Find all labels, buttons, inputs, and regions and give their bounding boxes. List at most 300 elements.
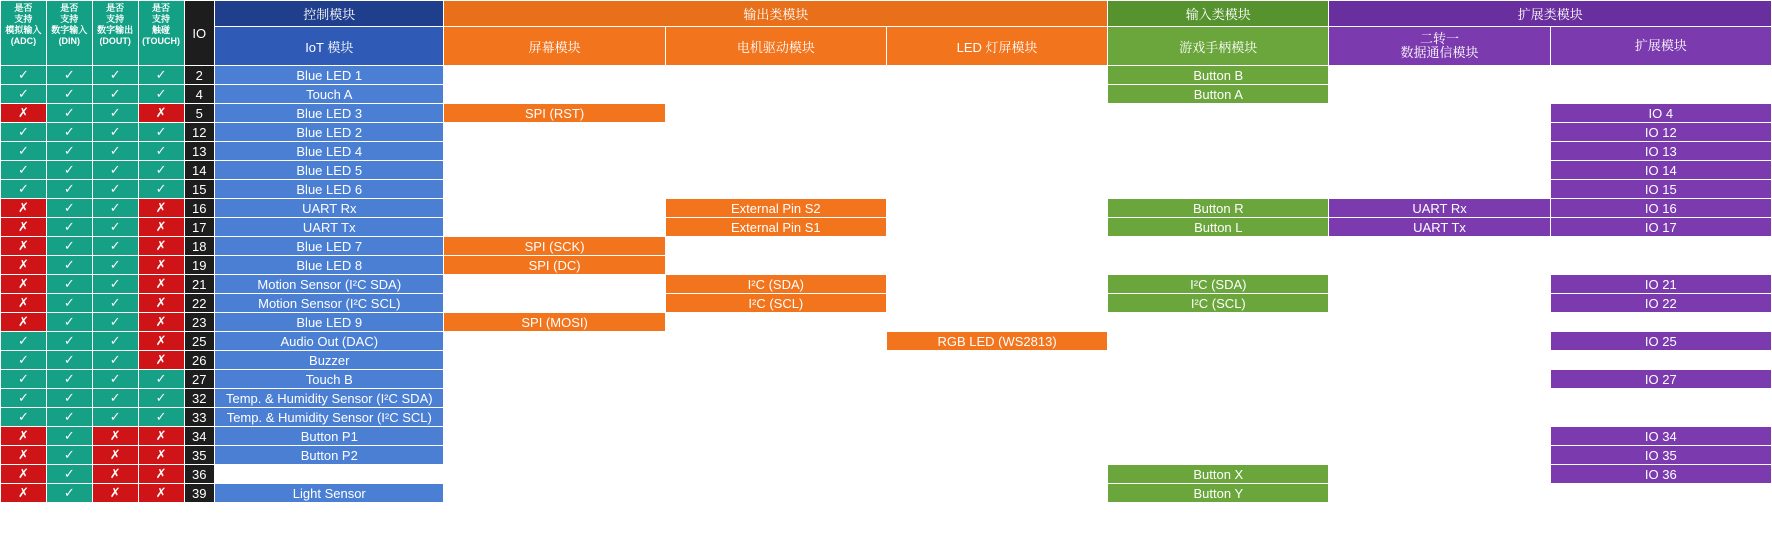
motor-module-function	[665, 446, 886, 465]
iot-module-function: Audio Out (DAC)	[215, 332, 444, 351]
capability-din: ✓	[46, 389, 92, 408]
gamepad-module-function: Button Y	[1108, 484, 1329, 503]
capability-adc: ✗	[1, 427, 47, 446]
capability-dout: ✓	[92, 389, 138, 408]
screen-module-function	[444, 199, 665, 218]
capability-din: ✓	[46, 408, 92, 427]
capability-dout: ✓	[92, 351, 138, 370]
led-matrix-module-function	[886, 104, 1107, 123]
capability-adc: ✓	[1, 389, 47, 408]
capability-adc: ✗	[1, 465, 47, 484]
capability-touch: ✗	[138, 351, 184, 370]
led-matrix-module-function	[886, 161, 1107, 180]
led-matrix-module-function	[886, 142, 1107, 161]
screen-module-function	[444, 85, 665, 104]
gamepad-module-function	[1108, 427, 1329, 446]
capability-dout: ✓	[92, 313, 138, 332]
comm-module-function: UART Rx	[1329, 199, 1550, 218]
led-matrix-module-function	[886, 446, 1107, 465]
led-matrix-module-function	[886, 427, 1107, 446]
gamepad-module-function: Button X	[1108, 465, 1329, 484]
table-row	[1, 85, 1772, 104]
screen-module-function	[444, 351, 665, 370]
capability-touch: ✗	[138, 427, 184, 446]
motor-module-function	[665, 313, 886, 332]
capability-touch: ✗	[138, 275, 184, 294]
io-header: IO	[184, 1, 215, 66]
io-number: 25	[184, 332, 215, 351]
expansion-module-function	[1550, 484, 1771, 503]
expansion-module-function: IO 12	[1550, 123, 1771, 142]
gamepad-module-function: I²C (SCL)	[1108, 294, 1329, 313]
table-row	[1, 351, 1772, 370]
iot-module-function: Blue LED 6	[215, 180, 444, 199]
screen-module-function	[444, 408, 665, 427]
capability-adc: ✗	[1, 218, 47, 237]
table-row	[1, 313, 1772, 332]
capability-dout: ✓	[92, 218, 138, 237]
iot-module-function: Light Sensor	[215, 484, 444, 503]
capability-dout: ✗	[92, 427, 138, 446]
capability-dout: ✓	[92, 180, 138, 199]
expansion-module-function: IO 25	[1550, 332, 1771, 351]
motor-module-function	[665, 484, 886, 503]
subheader-screen-module: 屏幕模块	[444, 27, 665, 66]
capability-adc: ✓	[1, 370, 47, 389]
motor-module-function	[665, 161, 886, 180]
capability-adc: ✗	[1, 313, 47, 332]
gamepad-module-function	[1108, 256, 1329, 275]
gamepad-module-function: Button R	[1108, 199, 1329, 218]
capability-din: ✓	[46, 218, 92, 237]
motor-module-function	[665, 66, 886, 85]
subheader-led-matrix-module: LED 灯屏模块	[886, 27, 1107, 66]
capability-dout: ✓	[92, 256, 138, 275]
motor-module-function: External Pin S2	[665, 199, 886, 218]
subheader-motor-module: 电机驱动模块	[665, 27, 886, 66]
capability-din: ✓	[46, 275, 92, 294]
expansion-module-function: IO 4	[1550, 104, 1771, 123]
led-matrix-module-function	[886, 370, 1107, 389]
io-number: 35	[184, 446, 215, 465]
expansion-module-function	[1550, 237, 1771, 256]
comm-module-function	[1329, 332, 1550, 351]
capability-din: ✓	[46, 446, 92, 465]
screen-module-function	[444, 180, 665, 199]
capability-touch: ✗	[138, 313, 184, 332]
comm-line-1: 二转一	[1420, 31, 1460, 47]
iot-module-function: Blue LED 8	[215, 256, 444, 275]
capability-adc: ✗	[1, 294, 47, 313]
iot-module-function: UART Rx	[215, 199, 444, 218]
capability-din: ✓	[46, 256, 92, 275]
capability-dout: ✓	[92, 332, 138, 351]
capability-touch: ✓	[138, 408, 184, 427]
expansion-module-function	[1550, 66, 1771, 85]
iot-module-function: Blue LED 7	[215, 237, 444, 256]
capability-din: ✓	[46, 142, 92, 161]
capability-dout: ✓	[92, 199, 138, 218]
io-number: 2	[184, 66, 215, 85]
group-header-input: 输入类模块	[1108, 1, 1329, 27]
comm-module-function	[1329, 465, 1550, 484]
table-row	[1, 389, 1772, 408]
capability-din: ✓	[46, 66, 92, 85]
capability-din: ✓	[46, 351, 92, 370]
capability-touch: ✓	[138, 180, 184, 199]
io-number: 33	[184, 408, 215, 427]
table-row	[1, 66, 1772, 85]
comm-module-function	[1329, 446, 1550, 465]
led-matrix-module-function	[886, 465, 1107, 484]
capability-din: ✓	[46, 484, 92, 503]
iot-module-function: Temp. & Humidity Sensor (I²C SDA)	[215, 389, 444, 408]
comm-module-function: UART Tx	[1329, 218, 1550, 237]
motor-module-function	[665, 389, 886, 408]
iot-module-function: Buzzer	[215, 351, 444, 370]
capability-header-din: 是否 支持 数字输入 (DIN)	[46, 1, 92, 66]
io-number: 21	[184, 275, 215, 294]
io-number: 22	[184, 294, 215, 313]
comm-module-function	[1329, 123, 1550, 142]
expansion-module-function: IO 27	[1550, 370, 1771, 389]
iot-module-function: Touch B	[215, 370, 444, 389]
led-matrix-module-function	[886, 351, 1107, 370]
table-row	[1, 218, 1772, 237]
io-number: 26	[184, 351, 215, 370]
capability-din: ✓	[46, 123, 92, 142]
gamepad-module-function	[1108, 408, 1329, 427]
io-number: 19	[184, 256, 215, 275]
group-header-row	[1, 1, 1772, 27]
motor-module-function	[665, 142, 886, 161]
capability-adc: ✗	[1, 484, 47, 503]
io-number: 36	[184, 465, 215, 484]
expansion-module-function: IO 22	[1550, 294, 1771, 313]
table-row	[1, 104, 1772, 123]
motor-module-function	[665, 256, 886, 275]
comm-module-function	[1329, 85, 1550, 104]
expansion-module-function	[1550, 389, 1771, 408]
motor-module-function	[665, 408, 886, 427]
capability-adc: ✓	[1, 351, 47, 370]
screen-module-function: SPI (DC)	[444, 256, 665, 275]
led-matrix-module-function	[886, 408, 1107, 427]
motor-module-function	[665, 465, 886, 484]
led-matrix-module-function	[886, 85, 1107, 104]
comm-module-function	[1329, 351, 1550, 370]
iot-module-function: Touch A	[215, 85, 444, 104]
capability-din: ✓	[46, 332, 92, 351]
expansion-module-function	[1550, 85, 1771, 104]
table-row	[1, 142, 1772, 161]
table-row	[1, 237, 1772, 256]
screen-module-function	[444, 465, 665, 484]
comm-module-function	[1329, 370, 1550, 389]
capability-din: ✓	[46, 465, 92, 484]
screen-module-function	[444, 123, 665, 142]
capability-dout: ✓	[92, 85, 138, 104]
table-row	[1, 465, 1772, 484]
io-number: 16	[184, 199, 215, 218]
capability-din: ✓	[46, 427, 92, 446]
gamepad-module-function	[1108, 161, 1329, 180]
comm-module-function	[1329, 427, 1550, 446]
capability-header-touch: 是否 支持 触碰 (TOUCH)	[138, 1, 184, 66]
capability-touch: ✗	[138, 294, 184, 313]
expansion-module-function	[1550, 256, 1771, 275]
capability-header-dout: 是否 支持 数字输出 (DOUT)	[92, 1, 138, 66]
capability-dout: ✓	[92, 161, 138, 180]
capability-dout: ✓	[92, 66, 138, 85]
iot-module-function	[215, 465, 444, 484]
motor-module-function	[665, 180, 886, 199]
table-row	[1, 427, 1772, 446]
motor-module-function	[665, 123, 886, 142]
gamepad-module-function	[1108, 180, 1329, 199]
table-row	[1, 446, 1772, 465]
capability-adc: ✓	[1, 332, 47, 351]
comm-module-function	[1329, 180, 1550, 199]
comm-module-function	[1329, 256, 1550, 275]
capability-adc: ✓	[1, 408, 47, 427]
io-number: 14	[184, 161, 215, 180]
capability-din: ✓	[46, 370, 92, 389]
led-matrix-module-function	[886, 256, 1107, 275]
comm-module-function	[1329, 161, 1550, 180]
screen-module-function	[444, 446, 665, 465]
expansion-module-function: IO 21	[1550, 275, 1771, 294]
expansion-module-function: IO 35	[1550, 446, 1771, 465]
screen-module-function: SPI (MOSI)	[444, 313, 665, 332]
gamepad-module-function	[1108, 351, 1329, 370]
capability-dout: ✓	[92, 104, 138, 123]
led-matrix-module-function	[886, 237, 1107, 256]
gamepad-module-function	[1108, 332, 1329, 351]
iot-module-function: Motion Sensor (I²C SDA)	[215, 275, 444, 294]
capability-dout: ✓	[92, 275, 138, 294]
io-number: 4	[184, 85, 215, 104]
iot-module-function: Temp. & Humidity Sensor (I²C SCL)	[215, 408, 444, 427]
capability-dout: ✓	[92, 123, 138, 142]
iot-module-function: Blue LED 4	[215, 142, 444, 161]
group-header-expansion: 扩展类模块	[1329, 1, 1772, 27]
screen-module-function	[444, 142, 665, 161]
led-matrix-module-function: RGB LED (WS2813)	[886, 332, 1107, 351]
capability-dout: ✓	[92, 294, 138, 313]
led-matrix-module-function	[886, 218, 1107, 237]
io-number: 18	[184, 237, 215, 256]
expansion-module-function	[1550, 351, 1771, 370]
subheader-row	[1, 27, 1772, 66]
expansion-module-function: IO 14	[1550, 161, 1771, 180]
table-row	[1, 161, 1772, 180]
iot-module-function: Blue LED 9	[215, 313, 444, 332]
table-row	[1, 256, 1772, 275]
capability-touch: ✗	[138, 446, 184, 465]
comm-module-function	[1329, 408, 1550, 427]
capability-din: ✓	[46, 313, 92, 332]
motor-module-function	[665, 104, 886, 123]
io-number: 17	[184, 218, 215, 237]
screen-module-function	[444, 389, 665, 408]
led-matrix-module-function	[886, 275, 1107, 294]
motor-module-function	[665, 332, 886, 351]
led-matrix-module-function	[886, 484, 1107, 503]
io-number: 15	[184, 180, 215, 199]
comm-module-function	[1329, 142, 1550, 161]
table-row	[1, 180, 1772, 199]
comm-module-function	[1329, 389, 1550, 408]
gamepad-module-function	[1108, 237, 1329, 256]
capability-din: ✓	[46, 237, 92, 256]
capability-adc: ✓	[1, 142, 47, 161]
screen-module-function	[444, 370, 665, 389]
capability-din: ✓	[46, 161, 92, 180]
led-matrix-module-function	[886, 294, 1107, 313]
gamepad-module-function	[1108, 446, 1329, 465]
expansion-module-function: IO 16	[1550, 199, 1771, 218]
capability-touch: ✗	[138, 104, 184, 123]
iot-module-function: UART Tx	[215, 218, 444, 237]
capability-touch: ✓	[138, 66, 184, 85]
capability-adc: ✗	[1, 256, 47, 275]
capability-touch: ✗	[138, 199, 184, 218]
capability-din: ✓	[46, 180, 92, 199]
gamepad-module-function	[1108, 142, 1329, 161]
iot-module-function: Motion Sensor (I²C SCL)	[215, 294, 444, 313]
capability-dout: ✓	[92, 408, 138, 427]
gamepad-module-function	[1108, 313, 1329, 332]
table-body	[1, 66, 1772, 503]
gamepad-module-function: Button L	[1108, 218, 1329, 237]
capability-din: ✓	[46, 85, 92, 104]
screen-module-function	[444, 484, 665, 503]
table-row	[1, 275, 1772, 294]
capability-dout: ✓	[92, 142, 138, 161]
gamepad-module-function: Button A	[1108, 85, 1329, 104]
screen-module-function	[444, 294, 665, 313]
table-row	[1, 123, 1772, 142]
led-matrix-module-function	[886, 123, 1107, 142]
table-row	[1, 199, 1772, 218]
capability-dout: ✗	[92, 484, 138, 503]
table-row	[1, 484, 1772, 503]
screen-module-function	[444, 332, 665, 351]
capability-adc: ✓	[1, 161, 47, 180]
expansion-module-function: IO 17	[1550, 218, 1771, 237]
capability-touch: ✓	[138, 142, 184, 161]
motor-module-function: I²C (SDA)	[665, 275, 886, 294]
gamepad-module-function	[1108, 389, 1329, 408]
iot-module-function: Blue LED 3	[215, 104, 444, 123]
expansion-module-function: IO 15	[1550, 180, 1771, 199]
io-number: 5	[184, 104, 215, 123]
io-number: 23	[184, 313, 215, 332]
subheader-comm-module	[1329, 27, 1550, 66]
iot-module-function: Button P2	[215, 446, 444, 465]
table-header	[1, 1, 1772, 66]
capability-din: ✓	[46, 199, 92, 218]
capability-adc: ✗	[1, 237, 47, 256]
capability-header-adc: 是否 支持 模拟输入 (ADC)	[1, 1, 47, 66]
capability-touch: ✓	[138, 389, 184, 408]
screen-module-function	[444, 161, 665, 180]
gamepad-module-function	[1108, 123, 1329, 142]
comm-module-function	[1329, 275, 1550, 294]
iot-module-function: Button P1	[215, 427, 444, 446]
capability-adc: ✓	[1, 123, 47, 142]
capability-adc: ✗	[1, 446, 47, 465]
iot-module-function: Blue LED 1	[215, 66, 444, 85]
capability-adc: ✓	[1, 85, 47, 104]
subheader-expansion-module: 扩展模块	[1550, 27, 1771, 66]
gamepad-module-function	[1108, 370, 1329, 389]
capability-din: ✓	[46, 294, 92, 313]
io-number: 13	[184, 142, 215, 161]
led-matrix-module-function	[886, 199, 1107, 218]
motor-module-function: I²C (SCL)	[665, 294, 886, 313]
expansion-module-function	[1550, 313, 1771, 332]
capability-dout: ✗	[92, 465, 138, 484]
capability-adc: ✗	[1, 104, 47, 123]
io-number: 39	[184, 484, 215, 503]
capability-touch: ✗	[138, 465, 184, 484]
comm-module-function	[1329, 104, 1550, 123]
capability-touch: ✓	[138, 85, 184, 104]
table-row	[1, 294, 1772, 313]
capability-adc: ✗	[1, 275, 47, 294]
motor-module-function	[665, 427, 886, 446]
capability-adc: ✗	[1, 199, 47, 218]
expansion-module-function: IO 13	[1550, 142, 1771, 161]
motor-module-function	[665, 351, 886, 370]
motor-module-function	[665, 237, 886, 256]
capability-touch: ✗	[138, 218, 184, 237]
capability-dout: ✓	[92, 237, 138, 256]
screen-module-function	[444, 427, 665, 446]
gamepad-module-function: Button B	[1108, 66, 1329, 85]
comm-module-function	[1329, 484, 1550, 503]
comm-module-function	[1329, 294, 1550, 313]
motor-module-function	[665, 85, 886, 104]
group-header-control: 控制模块	[215, 1, 444, 27]
led-matrix-module-function	[886, 389, 1107, 408]
table-row	[1, 332, 1772, 351]
motor-module-function	[665, 370, 886, 389]
iot-module-function: Blue LED 5	[215, 161, 444, 180]
capability-dout: ✗	[92, 446, 138, 465]
table-row	[1, 370, 1772, 389]
capability-touch: ✓	[138, 161, 184, 180]
gamepad-module-function: I²C (SDA)	[1108, 275, 1329, 294]
iot-module-function: Blue LED 2	[215, 123, 444, 142]
subheader-iot-module: IoT 模块	[215, 27, 444, 66]
comm-module-function	[1329, 237, 1550, 256]
screen-module-function	[444, 218, 665, 237]
led-matrix-module-function	[886, 180, 1107, 199]
screen-module-function	[444, 66, 665, 85]
screen-module-function	[444, 275, 665, 294]
capability-touch: ✗	[138, 332, 184, 351]
comm-module-function	[1329, 313, 1550, 332]
capability-adc: ✓	[1, 66, 47, 85]
capability-touch: ✓	[138, 123, 184, 142]
capability-touch: ✗	[138, 237, 184, 256]
io-number: 34	[184, 427, 215, 446]
table-row	[1, 408, 1772, 427]
expansion-module-function: IO 34	[1550, 427, 1771, 446]
